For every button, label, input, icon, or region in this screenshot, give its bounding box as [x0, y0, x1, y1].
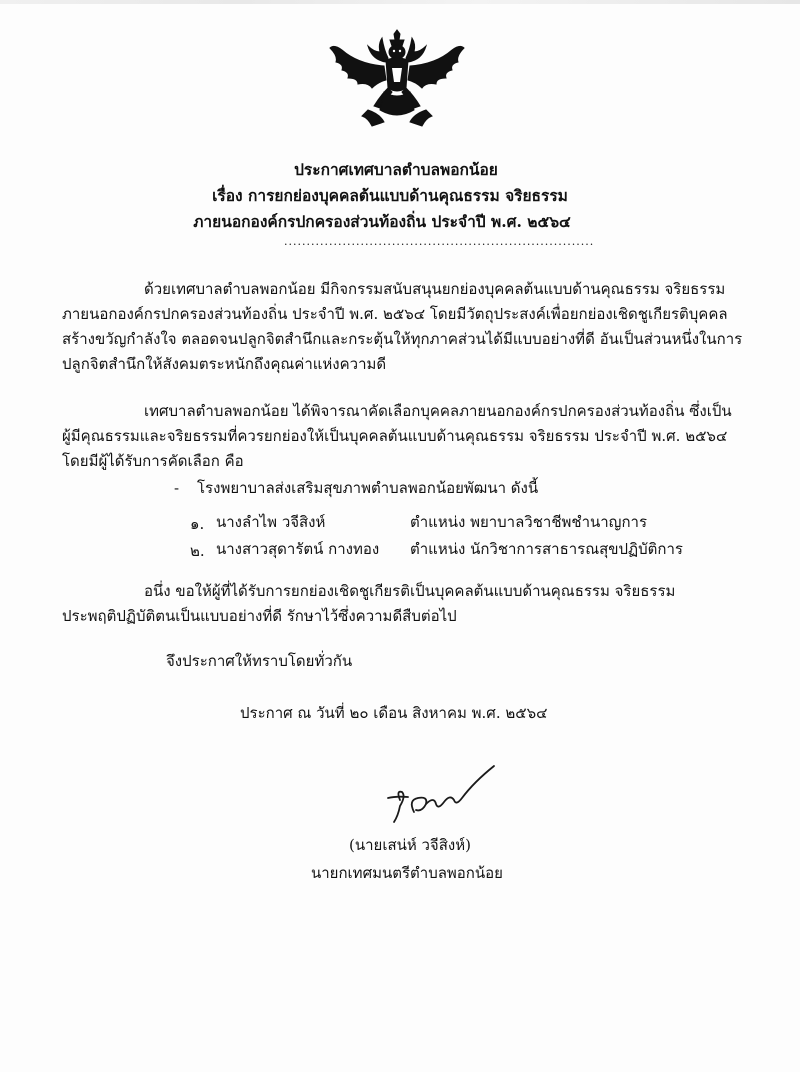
announcement-subject-continued: ภายนอกองค์กรปกครองส่วนท้องถิ่น ประจำปี พ.ศ. ๒๕๖๔: [193, 212, 571, 231]
heading-separator: .....................................................................: [284, 235, 595, 248]
organization-bullet: -: [174, 479, 180, 497]
paragraph1-line3: สร้างขวัญกำลังใจ ตลอดจนปลูกจิตสำนึกและกระตุ้นให้ทุกภาคส่วนได้มีแบบอย่างที่ดี อันเป็นส่วนหนึ่งในการ: [62, 330, 743, 348]
paragraph3-line1: อนึ่ง ขอให้ผู้ที่ได้รับการยกย่องเชิดชูเกียรติเป็นบุคคลต้นแบบด้านคุณธรรม จริยธรรม: [144, 582, 676, 600]
paragraph2-line3: โดยมีผู้ได้รับการคัดเลือก คือ: [62, 452, 244, 470]
signer-name: (นายเสน่ห์ วจีสิงห์): [349, 836, 471, 854]
announcement-title: ประกาศเทศบาลตำบลพอกน้อย: [294, 160, 498, 179]
recipient-1-number: ๑.: [190, 515, 205, 533]
recipient-1-name: นางลำไพ วจีสิงห์: [216, 513, 326, 531]
paragraph2-line1: เทศบาลตำบลพอกน้อย ได้พิจารณาคัดเลือกบุคคลภายนอกองค์กรปกครองส่วนท้องถิ่น ซึ่งเป็น: [144, 402, 732, 420]
recipient-2-name: นางสาวสุดารัตน์ กางทอง: [216, 540, 380, 558]
announce-line: จึงประกาศให้ทราบโดยทั่วกัน: [166, 652, 353, 670]
paragraph1-line4: ปลูกจิตสำนึกให้สังคมตระหนักถึงคุณค่าแห่งความดี: [62, 355, 387, 373]
paragraph2-line2: ผู้มีคุณธรรมและจริยธรรมที่ควรยกย่องให้เป็นบุคคลต้นแบบด้านคุณธรรม จริยธรรม ประจำปี พ.ศ. ๒๕๖๔: [62, 427, 728, 445]
date-line: ประกาศ ณ วันที่ ๒๐ เดือน สิงหาคม พ.ศ. ๒๕๖๔: [240, 704, 548, 722]
organization-name: โรงพยาบาลส่งเสริมสุขภาพตำบลพอกน้อยพัฒนา ดังนี้: [197, 479, 539, 497]
garuda-emblem-icon: [328, 30, 466, 128]
recipient-1-position: ตำแหน่ง พยาบาลวิชาชีพชำนาญการ: [410, 513, 648, 531]
signer-title: นายกเทศมนตรีตำบลพอกน้อย: [311, 864, 503, 882]
recipient-2-number: ๒.: [190, 542, 205, 560]
announcement-subject: เรื่อง การยกย่องบุคคลต้นแบบด้านคุณธรรม จริยธรรม: [212, 186, 568, 205]
paragraph3-line2: ประพฤติปฏิบัติตนเป็นแบบอย่างที่ดี รักษาไว้ซึ่งความดีสืบต่อไป: [62, 607, 457, 625]
recipient-2-position: ตำแหน่ง นักวิชาการสาธารณสุขปฏิบัติการ: [410, 540, 683, 558]
paragraph1-line2: ภายนอกองค์กรปกครองส่วนท้องถิ่น ประจำปี พ.ศ. ๒๕๖๔ โดยมีวัตถุประสงค์เพื่อยกย่องเชิดชูเกียรติบุคคล: [62, 305, 728, 323]
handwritten-signature-icon: [378, 760, 503, 830]
paragraph1-line1: ด้วยเทศบาลตำบลพอกน้อย มีกิจกรรมสนับสนุนยกย่องบุคคลต้นแบบด้านคุณธรรม จริยธรรม: [144, 280, 726, 298]
scan-edge-line: [0, 0, 800, 4]
